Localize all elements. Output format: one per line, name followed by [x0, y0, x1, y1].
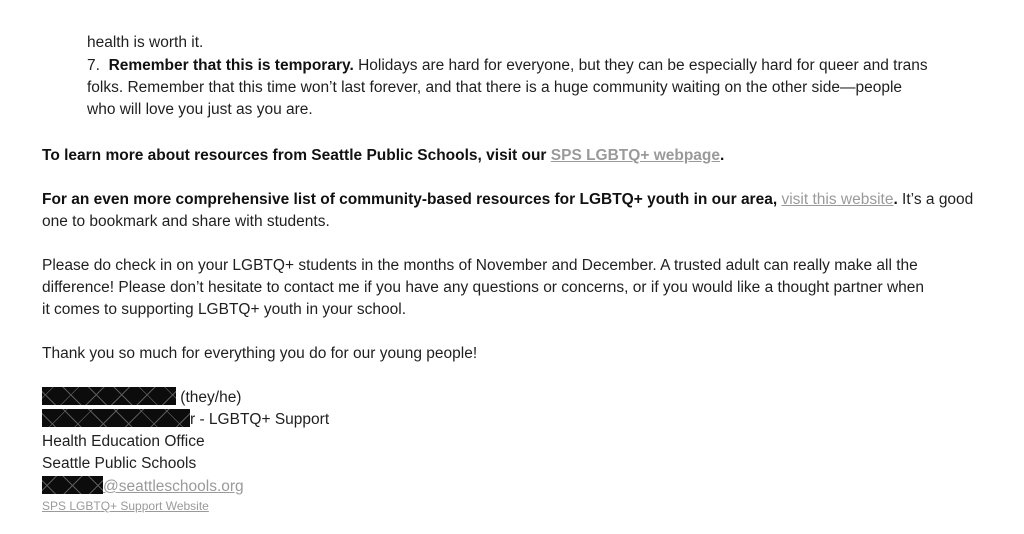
signature-title-line	[42, 409, 329, 431]
signature-org: Seattle Public Schools	[42, 455, 197, 472]
list-item-7-text-line1: Holidays are hard for everyone, but they can be especially hard for queer and trans	[353, 57, 928, 74]
email-link[interactable]: @seattleschools.org	[103, 478, 244, 495]
community-paragraph-line2	[42, 211, 330, 233]
checkin-text-line1: Please do check in on your LGBTQ+ students in the months of November and December. A trusted adult can really make all the	[42, 257, 918, 274]
list-item-7-text-line3: who will love you just as you are.	[87, 101, 313, 118]
community-paragraph	[42, 189, 973, 211]
visit-this-website-link[interactable]: visit this website	[781, 191, 894, 208]
signature-office: Health Education Office	[42, 433, 205, 450]
signature-role: r - LGBTQ+ Support	[190, 411, 330, 428]
checkin-paragraph	[42, 255, 918, 277]
signature-pronouns: (they/he)	[176, 389, 242, 406]
resources-period: .	[720, 147, 725, 164]
list-item-7	[87, 55, 928, 77]
resources-text: To learn more about resources from Seattle Public Schools, visit our	[42, 147, 551, 164]
resources-paragraph	[42, 145, 724, 167]
community-after-text: It’s a good	[897, 191, 974, 208]
checkin-paragraph-line2	[42, 277, 924, 299]
redacted-name	[42, 387, 176, 405]
list-item-7-text-line2: folks. Remember that this time won’t last forever, and that there is a huge community waiting on the other side—people	[87, 79, 903, 96]
sps-lgbtq-support-website-link[interactable]: SPS LGBTQ+ Support Website	[42, 499, 209, 513]
thanks-paragraph	[42, 343, 477, 365]
list-item-7-heading: Remember that this is temporary.	[108, 57, 354, 74]
list-item-6-text: health is worth it.	[87, 34, 204, 51]
list-item-7-line2	[87, 77, 902, 99]
redacted-email-user	[42, 476, 103, 494]
signature-email-line	[42, 476, 244, 498]
thanks-text: Thank you so much for everything you do for our young people!	[42, 345, 478, 362]
signature-website-line	[42, 497, 209, 515]
list-item-6-tail	[87, 32, 203, 54]
checkin-text-line2: difference! Please don’t hesitate to contact me if you have any questions or concerns, or if you would like a thought partner when	[42, 279, 925, 296]
sps-lgbtq-webpage-link[interactable]: SPS LGBTQ+ webpage	[550, 147, 721, 164]
signature-office-line	[42, 431, 205, 453]
signature-name-line	[42, 387, 241, 409]
redacted-title	[42, 409, 190, 427]
list-item-7-number: 7.	[87, 57, 100, 74]
community-text-line2: one to bookmark and share with students.	[42, 213, 330, 230]
signature-org-line	[42, 453, 196, 475]
community-text: For an even more comprehensive list of community-based resources for LGBTQ+ youth in our area,	[42, 191, 782, 208]
list-item-7-line3	[87, 99, 313, 121]
checkin-text-line3: it comes to supporting LGBTQ+ youth in your school.	[42, 301, 407, 318]
community-period: .	[893, 191, 898, 208]
checkin-paragraph-line3	[42, 299, 406, 321]
